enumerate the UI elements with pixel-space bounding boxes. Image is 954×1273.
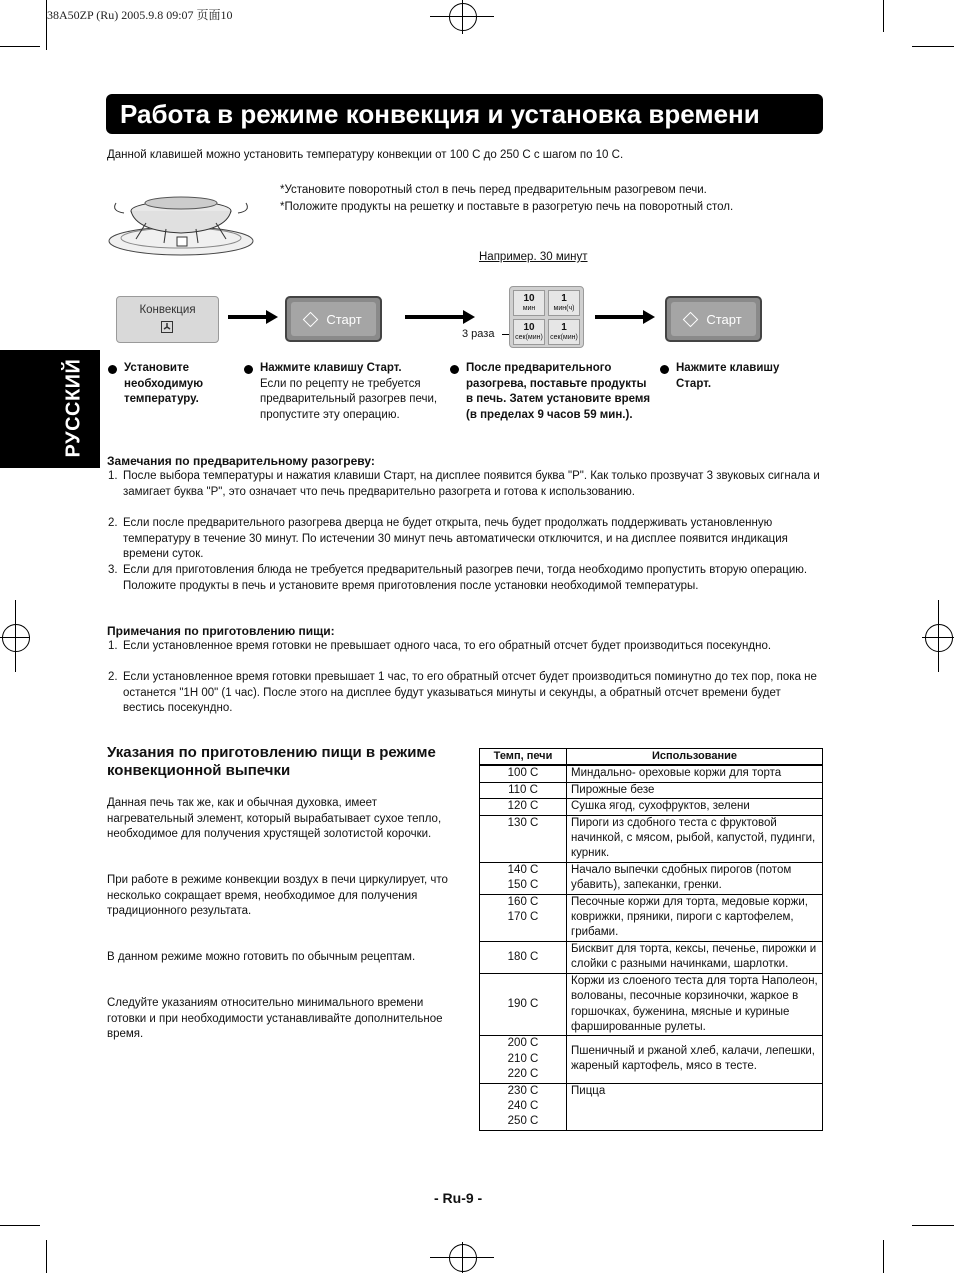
header-temp: Темп, печи (480, 749, 567, 766)
item-number: 1. (108, 470, 118, 482)
cooking-item: 2. Если установленное время готовки превышает 1 час, то его обратный отсчет будет производиться поминутно до тех пор, пока не останется "1Н 00" (1 час). После этого на дисплее будут указываться минуты и секунды, а обратный отсчет времени будет вестись посекундно. (108, 671, 817, 714)
temp-value: 200 С (507, 1037, 539, 1050)
start-key (665, 296, 762, 342)
temp-value: 150 С (507, 879, 539, 892)
use-cell: Пицца (567, 1083, 823, 1130)
use-cell: Пшеничный и ржаной хлеб, калачи, лепешки, жареный картофель, мясо в тесте. (567, 1036, 823, 1083)
preheat-item: 1. После выбора температуры и нажатия клавиши Старт, на дисплее появится буква "P". Как только прозвучат 3 звуковых сигнала и замигает буква "P", это означает что печь предварительно разогрета и готова к использованию. (108, 470, 820, 498)
times-label: 3 раза (462, 328, 495, 340)
start-key-label: Старт (706, 311, 742, 327)
arrow-icon (595, 315, 645, 319)
registration-mark (449, 3, 477, 31)
step-3 (466, 361, 651, 423)
crop-mark (883, 0, 884, 32)
use-cell: Пироги из сдобного теста с фруктовой начинкой, с мясом, рыбой, капустой, пудинги, курник. (567, 815, 823, 862)
note-1: *Установите поворотный стол в печь перед предварительным разогревом печи. (280, 184, 707, 196)
temp-cell: 110 С (480, 782, 567, 798)
fan-icon (161, 321, 173, 333)
intro-text: Данной клавишей можно установить температуру конвекции от 100 С до 250 С с шагом по 10 С. (107, 149, 624, 161)
temp-value: 250 С (507, 1115, 539, 1128)
table-row (480, 862, 823, 894)
start-key-face (671, 302, 756, 336)
time-keypad (509, 286, 584, 348)
arrow-icon (228, 315, 268, 319)
crop-mark (912, 1225, 954, 1226)
header-use: Использование (567, 749, 823, 766)
step-4 (676, 361, 796, 392)
use-cell: Сушка ягод, сухофруктов, зелени (567, 799, 823, 815)
diamond-icon (683, 311, 699, 327)
start-key (285, 296, 382, 342)
temp-cell: 130 С (480, 815, 567, 862)
use-cell: Пирожные безе (567, 782, 823, 798)
crop-mark (883, 1240, 884, 1273)
start-key-face (291, 302, 376, 336)
bullet-icon (660, 365, 669, 374)
preheat-heading: Замечания по предварительному разогреву: (107, 454, 375, 468)
item-number: 2. (108, 671, 118, 683)
key-number: 1 (561, 322, 567, 333)
key-number: 10 (523, 322, 535, 333)
baking-paragraph: Данная печь так же, как и обычная духовка, имеет нагревательный элемент, который вырабатывает сухое тепло, необходимое для получения хрустящей золотистой корочки. (107, 797, 442, 840)
temp-cell (480, 862, 567, 894)
key-number: 1 (561, 293, 567, 304)
convection-key (116, 296, 219, 343)
use-cell: Песочные коржи для торта, медовые коржи, коврижки, пряники, пироги с картофелем, грибами. (567, 894, 823, 941)
temp-value: 160 С (507, 895, 539, 908)
table-row (480, 815, 823, 862)
asterisk: * (280, 201, 285, 213)
temperature-table (479, 748, 823, 1131)
temp-cell: 190 С (480, 973, 567, 1036)
cooking-heading: Примечания по приготовлению пищи: (107, 624, 335, 638)
table-row (480, 973, 823, 1036)
key-1-sec (548, 319, 580, 345)
example-label: Например. 30 минут (479, 251, 588, 263)
table-row (480, 1036, 823, 1083)
key-unit: сек(мин) (515, 334, 543, 341)
asterisk: * (280, 184, 285, 196)
table-row (480, 1083, 823, 1130)
table-header-row (480, 749, 823, 766)
preheat-item: 3. Если для приготовления блюда не требуется предварительный разогрев печи, тогда необходимо пропустить вторую операцию. Положите продукты в печь и установите время приготовления после установки необходимой температуры. (108, 564, 808, 592)
key-number: 10 (523, 293, 535, 304)
language-tab-label: РУССКИЙ (62, 358, 85, 458)
registration-mark (2, 624, 30, 652)
key-unit: мин(ч) (553, 305, 575, 312)
item-number: 3. (108, 564, 118, 576)
registration-mark (449, 1244, 477, 1272)
registration-mark (925, 624, 953, 652)
key-10-sec (513, 319, 545, 345)
baking-paragraph: При работе в режиме конвекции воздух в печи циркулирует, что несколько сокращает время, необходимое для получения традиционного результата. (107, 874, 448, 917)
baking-heading: Указания по приготовлению пищи в режиме конвекционной выпечки (107, 744, 436, 779)
use-cell: Бисквит для торта, кексы, печенье, пирожки и слойки с разными начинками, шарлотки. (567, 941, 823, 973)
use-cell: Коржи из слоеного теста для торта Наполеон, волованы, песочные корзиночки, жаркое в горшочках, буженина, мясные и куриные фаршированные рулеты. (567, 973, 823, 1036)
temp-value: 170 С (507, 911, 539, 924)
temp-value: 210 С (507, 1052, 539, 1065)
crop-mark (46, 1240, 47, 1273)
page-title: Работа в режиме конвекция и установка времени (120, 99, 760, 129)
crop-mark (0, 46, 40, 47)
use-cell: Начало выпечки сдобных пирогов (потом убавить), запеканки, гренки. (567, 862, 823, 894)
table-row (480, 782, 823, 798)
step-2-text: Если по рецепту не требуется предварительный разогрев печи, пропустите эту операцию. (260, 377, 438, 421)
step-4-title: Нажмите клавишу Старт. (676, 362, 780, 390)
baking-paragraph: В данном режиме можно готовить по обычным рецептам. (107, 951, 416, 963)
key-unit: мин (522, 305, 536, 312)
table-row (480, 894, 823, 941)
temp-value: 220 С (507, 1068, 539, 1081)
table-row (480, 799, 823, 815)
table-row (480, 941, 823, 973)
bullet-icon (108, 365, 117, 374)
cooking-item: 1. Если установленное время готовки не превышает одного часа, то его обратный отсчет будет производиться посекундно. (123, 639, 823, 655)
key-10-min (513, 290, 545, 316)
language-tab (0, 350, 110, 468)
temp-cell: 120 С (480, 799, 567, 815)
baking-paragraph: Следуйте указаниям относительно минимального времени готовки и при необходимости устанавливайте дополнительное время. (107, 997, 443, 1040)
key-1-min (548, 290, 580, 316)
convection-key-label: Конвекция (139, 304, 196, 316)
table-row (480, 765, 823, 782)
temp-cell (480, 1036, 567, 1083)
temp-cell: 180 С (480, 941, 567, 973)
step-1 (124, 361, 244, 408)
step-1-title: Установите необходимую температуру. (124, 362, 204, 405)
page-number: - Ru-9 - (434, 1190, 483, 1206)
crop-mark (912, 46, 954, 47)
item-number: 1. (108, 640, 118, 652)
bullet-icon (450, 365, 459, 374)
step-2-title: Нажмите клавишу Старт. (260, 362, 402, 374)
preheat-item: 2. Если после предварительного разогрева дверца не будет открыта, печь будет продолжать поддерживать установленную температуру в течение 30 минут. По истечении 30 минут печь автоматически отключится, и на дисплее появится индикация времени суток. (108, 517, 788, 560)
item-number: 2. (108, 517, 118, 529)
temp-value: 230 С (507, 1084, 539, 1097)
crop-mark (46, 0, 47, 50)
key-unit: сек(мин) (550, 334, 578, 341)
print-header: 38A50ZP (Ru) 2005.9.8 09:07 页面10 (47, 8, 233, 22)
temp-cell (480, 1083, 567, 1130)
step-2 (260, 361, 440, 423)
temp-cell (480, 894, 567, 941)
temp-cell: 100 С (480, 765, 567, 782)
start-key-label: Старт (326, 311, 362, 327)
use-cell: Миндально- ореховые коржи для торта (567, 765, 823, 782)
temp-value: 240 С (507, 1099, 539, 1112)
turntable-illustration (106, 183, 256, 263)
step-3-title: После предварительного разогрева, поставьте продукты в печь. Затем установите время (в пределах 9 часов 59 мин.). (466, 362, 651, 421)
bullet-icon (244, 365, 253, 374)
note-2: *Положите продукты на решетку и поставьте в разогретую печь на поворотный стол. (280, 201, 734, 213)
diamond-icon (303, 311, 319, 327)
arrow-icon (405, 315, 465, 319)
crop-mark (0, 1225, 40, 1226)
temp-value: 140 С (507, 863, 539, 876)
